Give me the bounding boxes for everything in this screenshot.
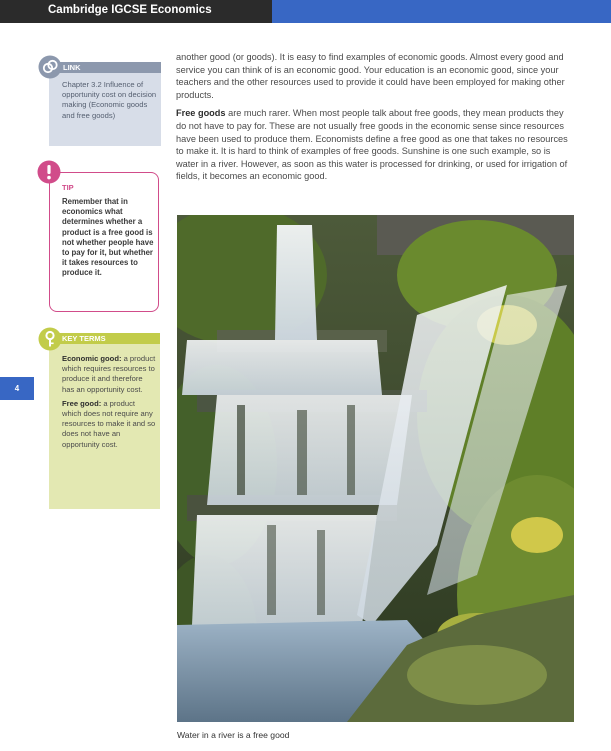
link-header-bar <box>49 62 161 73</box>
page-number: 4 <box>14 384 20 393</box>
tip-title: TIP <box>62 183 74 192</box>
key-terms-list <box>62 354 156 454</box>
link-box <box>49 62 161 146</box>
key-term-free-good <box>62 399 156 450</box>
key-icon <box>38 327 62 351</box>
key-term-definition: a product which does not require any resources to make it and so does not have an opportunity cost. <box>62 398 156 449</box>
key-term-definition: a product which requires resources to produce it and therefore has an opportunity cost. <box>62 354 156 394</box>
key-terms-box <box>49 333 160 509</box>
photo-caption: Water in a river is a free good <box>177 730 290 740</box>
link-title: LINK <box>63 63 81 72</box>
key-terms-title: KEY TERMS <box>62 334 106 343</box>
book-title: Cambridge IGCSE Economics <box>48 4 212 16</box>
tip-text: Remember that in economics what determines whether a product is a free good is not whether people have to pay for it, but whether it takes resources to produce it. <box>62 197 154 278</box>
link-text[interactable]: Chapter 3.2 Influence of opportunity cost on decision making (Economic goods and free goods) <box>62 80 157 120</box>
waterfall-photo <box>177 215 574 722</box>
exclamation-icon <box>37 160 61 184</box>
paragraph-economic-goods: another good (or goods). It is easy to find examples of economic goods. Almost every good and service you can think of is an economic good. Your education is an economic good, since your teachers and the other resources used to provide it could have been employed for making other products. <box>176 52 565 100</box>
key-terms-header-bar <box>49 333 160 344</box>
paragraph-free-goods <box>176 107 573 183</box>
header-bar-blue <box>272 0 611 23</box>
page-number-tab <box>0 377 34 400</box>
free-goods-term: Free goods <box>176 108 226 119</box>
link-icon <box>38 55 62 79</box>
waterfall-illustration <box>177 215 574 722</box>
tip-box <box>49 172 159 312</box>
key-term-label: Free good: <box>62 398 102 408</box>
key-term-label: Economic good: <box>62 354 122 363</box>
key-term-economic-good <box>62 354 156 395</box>
main-text <box>176 51 573 189</box>
free-goods-text: are much rarer. When most people talk about free goods, they mean products they do not have to pay for. These are not usually free goods in the economic sense since resources have been used to produce them. Economists define a free good as one that takes no resources to make it. It is hard to think of examples of free goods. Sunshine is one such example, so is water in a river. However, as soon as this water is processed for drinking, or used for irrigation of fields, it becomes an economic good. <box>176 108 568 182</box>
